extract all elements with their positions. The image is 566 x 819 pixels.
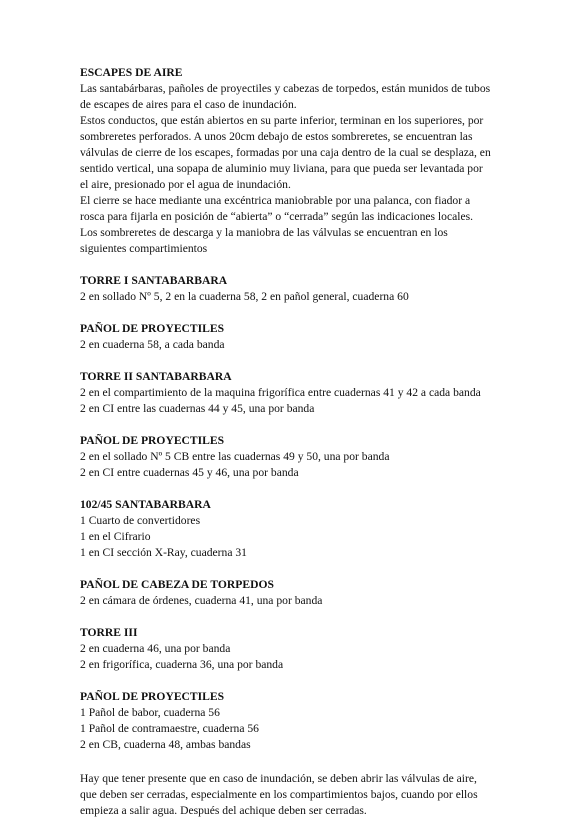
section-line: 1 Pañol de contramaestre, cuaderna 56 (80, 722, 259, 735)
section-heading: PAÑOL DE PROYECTILES (80, 690, 225, 703)
closing-line: empieza a salir agua. Después del achique deben ser cerradas. (80, 804, 367, 817)
section-line: 1 Pañol de babor, cuaderna 56 (80, 706, 220, 719)
intro-line: el aire, presionado por el agua de inundación. (80, 178, 291, 191)
intro-line: válvulas de cierre de los escapes, formadas por una caja dentro de la cual se desplaza, en (80, 146, 491, 159)
intro-line: sentido vertical, una sopapa de aluminio muy liviana, para que pueda ser levantada por (80, 162, 483, 175)
section-torre-2-santabarbara (80, 369, 500, 417)
intro-line: siguientes compartimientos (80, 242, 208, 255)
section-102-45-santabarbara (80, 497, 500, 561)
section-torre-1-santabarbara (80, 273, 500, 305)
intro-paragraph (80, 81, 500, 257)
section-line: 2 en cámara de órdenes, cuaderna 41, una por banda (80, 594, 323, 607)
section-heading: TORRE I SANTABARBARA (80, 274, 228, 287)
section-line: 1 Cuarto de convertidores (80, 514, 201, 527)
intro-line: de escapes de aires para el caso de inundación. (80, 98, 297, 111)
section-line: 2 en CI entre cuadernas 45 y 46, una por banda (80, 466, 299, 479)
intro-line: Las santabárbaras, pañoles de proyectiles y cabezas de torpedos, están munidos de tubos (80, 82, 491, 95)
section-line: 1 en CI sección X-Ray, cuaderna 31 (80, 546, 247, 559)
section-line: 2 en CB, cuaderna 48, ambas bandas (80, 738, 251, 751)
section-heading: PAÑOL DE PROYECTILES (80, 434, 225, 447)
intro-line: sombreretes perforados. A unos 20cm debajo de estos sombreretes, se encuentran las (80, 130, 473, 143)
section-line: 2 en el sollado Nº 5 CB entre las cuadernas 49 y 50, una por banda (80, 450, 390, 463)
section-heading: 102/45 SANTABARBARA (80, 498, 211, 511)
section-panol-proyectiles-2 (80, 433, 500, 481)
section-panol-proyectiles-3 (80, 689, 500, 753)
intro-line: Los sombreretes de descarga y la maniobra de las válvulas se encuentran en los (80, 226, 448, 239)
document-page (80, 65, 500, 819)
intro-line: El cierre se hace mediante una excéntrica maniobrable por una palanca, con fiador a (80, 194, 471, 207)
section-panol-proyectiles-1 (80, 321, 500, 353)
section-line: 2 en cuaderna 58, a cada banda (80, 338, 225, 351)
section-heading: PAÑOL DE CABEZA DE TORPEDOS (80, 578, 274, 591)
section-heading: TORRE II SANTABARBARA (80, 370, 232, 383)
closing-line: Hay que tener presente que en caso de inundación, se deben abrir las válvulas de aire, (80, 772, 477, 785)
intro-line: rosca para fijarla en posición de “abierta” o “cerrada” según las indicaciones locales. (80, 210, 474, 223)
section-panol-cabeza-torpedos (80, 577, 500, 609)
closing-paragraph (80, 771, 500, 819)
section-heading: TORRE III (80, 626, 138, 639)
section-line: 1 en el Cifrario (80, 530, 151, 543)
intro-line: Estos conductos, que están abiertos en su parte inferior, terminan en los superiores, por (80, 114, 484, 127)
section-line: 2 en cuaderna 46, una por banda (80, 642, 231, 655)
section-line: 2 en el compartimiento de la maquina frigorífica entre cuadernas 41 y 42 a cada banda (80, 386, 481, 399)
section-line: 2 en sollado Nº 5, 2 en la cuaderna 58, 2 en pañol general, cuaderna 60 (80, 290, 409, 303)
section-heading: PAÑOL DE PROYECTILES (80, 322, 225, 335)
section-torre-3 (80, 625, 500, 673)
closing-line: que deben ser cerradas, especialmente en los compartimientos bajos, cuando por ellos (80, 788, 478, 801)
section-line: 2 en CI entre las cuadernas 44 y 45, una por banda (80, 402, 315, 415)
section-line: 2 en frigorífica, cuaderna 36, una por banda (80, 658, 284, 671)
document-title: ESCAPES DE AIRE (80, 66, 183, 79)
